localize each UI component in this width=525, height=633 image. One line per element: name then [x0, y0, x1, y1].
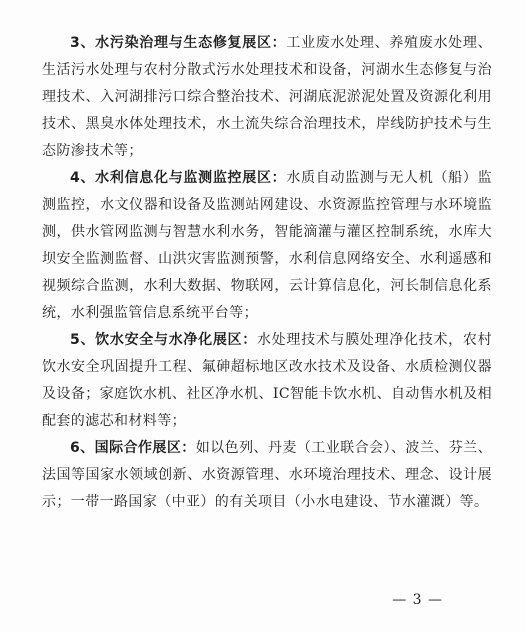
section-5-heading: 饮水安全与水净化展区：	[95, 332, 257, 348]
section-6-number: 6、	[70, 440, 95, 456]
section-5	[42, 327, 492, 435]
section-5-number: 5、	[70, 332, 96, 348]
page-number: — 3 —	[392, 592, 443, 608]
section-3-number: 3、	[70, 35, 96, 51]
section-6	[42, 435, 492, 516]
section-4-body: 水质自动监测与无人机（船）监测监控，水文仪器和设备及监测站网建设、水资源监控管理与水环境监测，供水管网监测与智慧水利水务，智能滴灌与灌区控制系统，水库大坝安全监测监督、山洪灾害监测预警，水利信息网络安全、水利遥感和视频综合监测，水利大数据、物联网，云计算信息化，河长制信息化系统，水利强监管信息系统平台等；	[42, 170, 493, 321]
section-4-heading: 水利信息化与监测监控展区：	[95, 170, 287, 186]
document-body	[42, 30, 492, 516]
section-6-heading: 国际合作展区：	[94, 440, 196, 456]
section-3-body: 工业废水处理、养殖废水处理、生活污水处理与农村分散式污水处理技术和设备，河湖水生态修复与治理技术、入河湖排污口综合整治技术、河湖底泥淤泥处置及资源化利用技术、黑臭水体处理技术，水土流失综合治理技术，岸线防护技术与生态防渗技术等；	[42, 35, 493, 159]
section-5-body: 水处理技术与膜处理净化技术，农村饮水安全巩固提升工程、氟砷超标地区改水技术及设备、水质检测仪器及设备；家庭饮水机、社区净水机、IC智能卡饮水机、自动售水机及相配套的滤芯和材料等；	[42, 332, 492, 429]
section-4-number: 4、	[70, 170, 96, 186]
section-3	[42, 30, 492, 165]
section-3-heading: 水污染治理与生态修复展区：	[95, 35, 287, 51]
section-4	[42, 165, 492, 327]
section-6-body: 如以色列、丹麦（工业联合会）、波兰、芬兰、法国等国家水领域创新、水资源管理、水环境治理技术、理念、设计展示；一带一路国家（中亚）的有关项目（小水电建设、节水灌溉）等。	[42, 440, 492, 510]
